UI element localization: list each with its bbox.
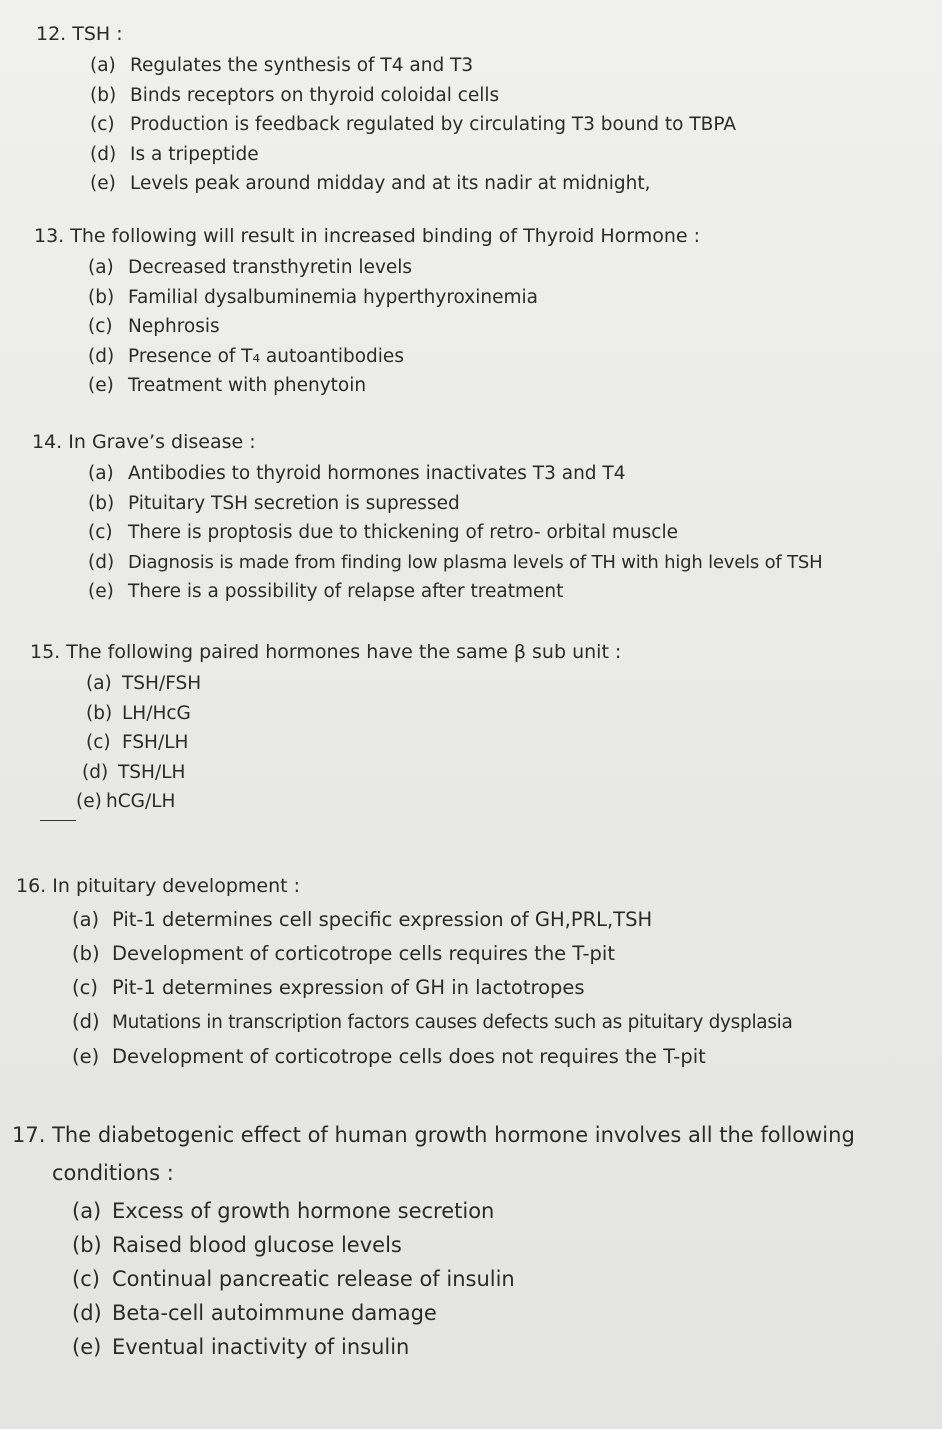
option-letter: (a) [72,1199,102,1223]
option-text: Development of corticotrope cells requires the T-pit [112,942,615,965]
option-text: Diagnosis is made from finding low plasma levels of TH with high levels of TSH [128,551,823,573]
option-letter: (d) [88,345,115,367]
option-text: Pit-1 determines expression of GH in lactotropes [112,976,585,999]
question-text: The diabetogenic effect of human growth hormone involves all the following conditions : [52,1123,855,1185]
option-a [72,1194,912,1228]
option-letter: (c) [88,316,113,337]
option-c [88,312,894,342]
option-b [86,699,890,729]
option-d [72,1005,936,1040]
option-text: Treatment with phenytoin [128,375,367,396]
option-letter: (e) [88,581,114,602]
option-letter: (c) [86,732,111,753]
option-text: Antibodies to thyroid hormones inactivates T3 and T4 [128,463,626,484]
option-text: Decreased transthyretin levels [128,257,413,278]
question-stem [36,20,896,49]
question-13 [34,222,894,401]
option-e [88,371,894,401]
option-b [88,283,894,313]
option-letter: (c) [72,1267,100,1291]
option-text: Pituitary TSH secretion is supressed [128,492,460,514]
question-stem [32,428,932,457]
option-letter: (d) [90,143,117,165]
option-letter: (b) [72,1233,102,1257]
option-b [88,489,932,519]
option-text: Is a tripeptide [130,143,259,165]
option-d [72,1296,912,1330]
option-letter: (a) [72,908,100,931]
option-letter: (e) [72,1335,102,1359]
question-12 [36,20,896,199]
option-text: Excess of growth hormone secretion [112,1199,495,1223]
option-d [90,140,896,170]
option-letter: (d) [72,1010,100,1033]
option-letter: (b) [88,286,115,308]
option-c [86,728,890,758]
option-text: Beta-cell autoimmune damage [112,1301,437,1325]
question-number: 13. [34,225,65,247]
option-text: Eventual inactivity of insulin [112,1335,410,1359]
option-e [88,577,932,607]
option-letter: (b) [88,492,115,514]
option-c [72,971,936,1005]
option-a [86,669,890,699]
option-letter: (c) [72,976,98,999]
question-text: TSH : [72,23,123,45]
option-text: Raised blood glucose levels [112,1233,402,1257]
option-d [82,758,890,788]
option-list [72,1194,912,1364]
question-number: 14. [32,431,63,453]
option-text: Development of corticotrope cells does not requires the T-pit [112,1045,706,1068]
option-list [88,253,894,401]
option-letter: (d) [88,551,115,573]
option-letter: (e) [88,375,114,396]
option-text: Presence of T₄ autoantibodies [128,345,404,367]
question-stem [34,222,894,251]
option-a [88,253,894,283]
answer-blank-line [40,820,76,821]
option-text: Production is feedback regulated by circulating T3 bound to TBPA [130,114,736,135]
option-list [72,903,936,1074]
option-e [76,787,890,817]
option-text: FSH/LH [122,732,189,753]
question-17 [12,1116,912,1364]
question-text: In Grave’s disease : [68,431,256,453]
option-letter: (a) [90,55,116,76]
option-a [88,459,932,489]
option-text: Nephrosis [128,316,220,337]
option-letter: (b) [72,942,100,965]
option-text: Binds receptors on thyroid coloidal cells [130,84,500,106]
option-letter: (e) [76,791,102,812]
option-a [90,51,896,81]
question-number: 15. [30,641,61,663]
option-letter: (b) [86,702,113,724]
option-list [88,459,932,607]
option-c [90,110,896,140]
option-list [90,51,896,199]
option-text: Regulates the synthesis of T4 and T3 [130,55,474,76]
question-number: 16. [16,875,47,897]
option-c [72,1262,912,1296]
option-text: There is a possibility of relapse after treatment [128,581,564,602]
option-text: Mutations in transcription factors causes defects such as pituitary dysplasia [112,1012,793,1033]
option-e [72,1040,936,1074]
question-text: The following will result in increased binding of Thyroid Hormone : [70,225,701,247]
question-16 [16,872,936,1074]
option-letter: (b) [90,84,117,106]
option-letter: (d) [82,761,109,783]
option-text: There is proptosis due to thickening of retro- orbital muscle [128,522,678,543]
option-list [76,669,890,817]
question-number: 12. [36,23,67,45]
option-d [88,548,932,578]
option-text: Continual pancreatic release of insulin [112,1267,515,1291]
option-text: LH/HcG [122,702,191,724]
option-text: TSH/FSH [122,673,202,694]
option-letter: (a) [88,257,114,278]
question-stem [12,1116,912,1192]
option-a [72,903,936,937]
option-b [72,1228,912,1262]
option-b [72,937,936,971]
option-letter: (a) [88,463,114,484]
option-letter: (c) [88,522,113,543]
question-text: The following paired hormones have the same β sub unit : [66,641,622,663]
option-e [90,169,896,199]
option-c [88,518,932,548]
question-number: 17. [12,1123,46,1147]
question-text: In pituitary development : [52,875,301,897]
option-e [72,1330,912,1364]
option-letter: (a) [86,673,112,694]
option-text: Pit-1 determines cell specific expression of GH,PRL,TSH [112,908,653,931]
option-letter: (e) [90,173,116,194]
question-stem [30,638,890,667]
option-letter: (c) [90,114,115,135]
option-text: TSH/LH [118,761,186,783]
option-b [90,81,896,111]
option-letter: (d) [72,1301,102,1325]
question-stem [16,872,936,901]
question-15 [30,638,890,817]
option-text: Familial dysalbuminemia hyperthyroxinemia [128,286,538,308]
option-text: hCG/LH [106,791,176,812]
question-14 [32,428,932,607]
option-d [88,342,894,372]
option-letter: (e) [72,1045,100,1068]
option-text: Levels peak around midday and at its nadir at midnight, [130,173,651,194]
